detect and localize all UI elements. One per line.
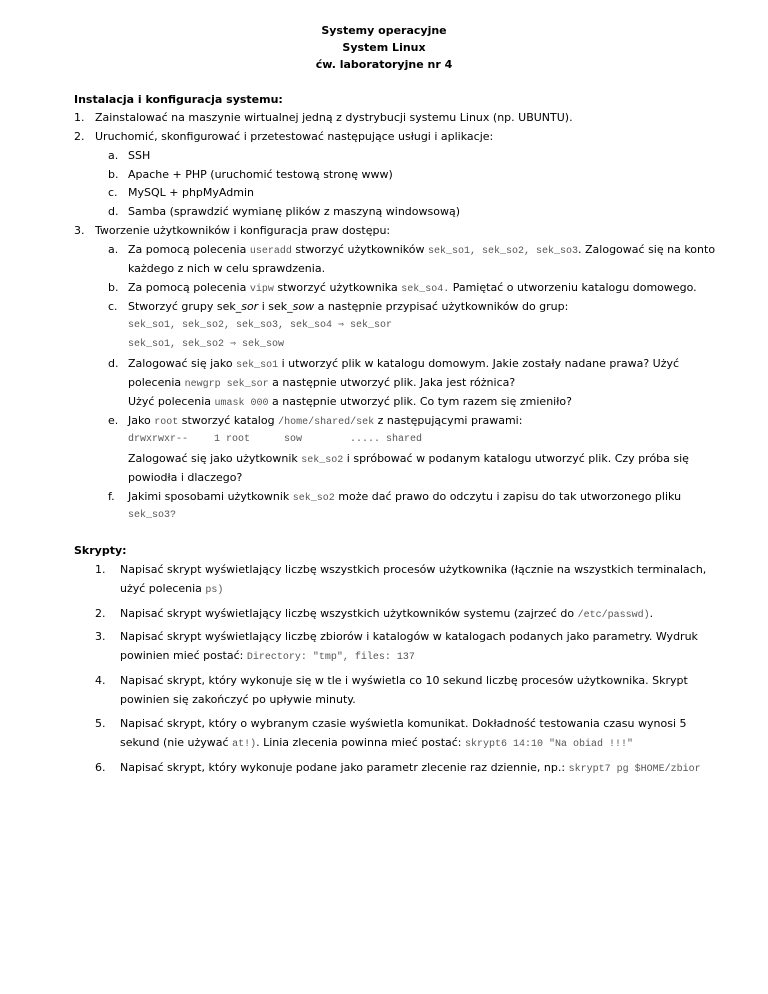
- script-item-text: Napisać skrypt, który wykonuje podane jako parametr zlecenie raz dziennie, np.: skrypt7 pg $HOME/zbior: [120, 761, 701, 775]
- code-umask: umask 000: [214, 398, 269, 409]
- code-root: root: [154, 417, 179, 428]
- sub-item-number: d.: [108, 357, 119, 370]
- permission-line: [128, 433, 423, 447]
- doc-title: Systemy operacyjne: [321, 24, 447, 37]
- script-item-text: Napisać skrypt wyświetlający liczbę wszystkich procesów użytkownika (łącznie na wszystkich terminalach,: [120, 563, 707, 576]
- script-item-number: 4.: [95, 674, 106, 687]
- doc-exercise-number: ćw. laboratoryjne nr 4: [315, 58, 453, 71]
- sub-item-number: c.: [108, 186, 118, 199]
- code-ps: ps): [205, 585, 224, 596]
- code-output-format: Directory: "tmp", files: 137: [246, 652, 415, 663]
- perm-owner: 1 root: [214, 434, 251, 445]
- script-item-number: 2.: [95, 607, 106, 620]
- script-item-text: Napisać skrypt wyświetlający liczbę wszystkich użytkowników systemu (zajrzeć do /etc/passwd).: [120, 607, 654, 621]
- sub-item-text: Za pomocą polecenia vipw stworzyć użytkownika sek_so4. Pamiętać o utworzeniu katalogu domowego.: [128, 281, 697, 295]
- sub-item-number: a.: [108, 243, 119, 256]
- sub-item-text: Apache + PHP (uruchomić testową stronę www): [128, 168, 393, 181]
- code-newgrp: newgrp sek_sor: [184, 379, 269, 390]
- group-assignment-sor: sek_so1, sek_so2, sek_so3, sek_so4 ⇒ sek_sor: [128, 320, 393, 331]
- sub-item-number: f.: [108, 490, 115, 503]
- sub-item-number: b.: [108, 281, 119, 294]
- sub-item-number: b.: [108, 168, 119, 181]
- script-item-text: Napisać skrypt, który o wybranym czasie wyświetla komunikat. Dokładność testowania czasu wynosi 5: [120, 717, 687, 730]
- sub-item-text: Stworzyć grupy sek_sor i sek_sow a następnie przypisać użytkowników do grup:: [128, 300, 569, 313]
- sub-item-text: MySQL + phpMyAdmin: [128, 186, 254, 199]
- sub-item-number: d.: [108, 205, 119, 218]
- doc-subtitle: System Linux: [342, 41, 426, 54]
- sub-item-text: Jakimi sposobami użytkownik sek_so2 może dać prawo do odczytu i zapisu do tak utworzonego pliku: [128, 490, 682, 504]
- script-item-text-continuation: powinien się zakończyć po upływie minuty.: [120, 693, 356, 706]
- script-item-text-continuation: powinien mieć postać: Directory: "tmp", files: 137: [120, 649, 415, 663]
- code-path: /home/shared/sek: [278, 417, 375, 428]
- item-text: Zainstalować na maszynie wirtualnej jedną z dystrybucji systemu Linux (np. UBUNTU).: [95, 111, 573, 124]
- code-user: sek_so2: [301, 455, 344, 466]
- code-command-line: skrypt6 14:10 "Na obiad !!!": [465, 739, 634, 750]
- item-number: 2.: [74, 130, 85, 143]
- sub-item-text-continuation: polecenia newgrp sek_sor a następnie utworzyć plik. Jaka jest różnica?: [128, 376, 516, 390]
- sub-item-text-continuation: Zalogować się jako użytkownik sek_so2 i spróbować w podanym katalogu utworzyć plik. Czy próba się: [128, 452, 689, 466]
- code-user: sek_so1: [236, 360, 279, 371]
- script-item-text: Napisać skrypt wyświetlający liczbę zbiorów i katalogów w katalogach podanych jako parametry. Wydruk: [120, 630, 698, 643]
- sub-item-number: e.: [108, 414, 119, 427]
- perm-rest: ..... shared: [350, 434, 423, 445]
- perm-group: sow: [284, 434, 303, 445]
- section-heading-installation: Instalacja i konfiguracja systemu:: [74, 93, 283, 106]
- sub-item-text: Za pomocą polecenia useradd stworzyć użytkowników sek_so1, sek_so2, sek_so3. Zalogować się na konto: [128, 243, 716, 257]
- group-assignment-sow: sek_so1, sek_so2 ⇒ sek_sow: [128, 339, 285, 350]
- code-vipw: vipw: [249, 284, 274, 295]
- sub-item-number: c.: [108, 300, 118, 313]
- sub-item-number: a.: [108, 149, 119, 162]
- sub-item-text-continuation: sek_so3?: [128, 510, 177, 521]
- script-item-number: 5.: [95, 717, 106, 730]
- script-item-number: 1.: [95, 563, 106, 576]
- script-item-text-continuation: użyć polecenia ps): [120, 582, 224, 596]
- item-number: 1.: [74, 111, 85, 124]
- script-item-number: 3.: [95, 630, 106, 643]
- section-heading-scripts: Skrypty:: [74, 544, 127, 557]
- sub-item-text-continuation: Użyć polecenia umask 000 a następnie utworzyć plik. Co tym razem się zmieniło?: [128, 395, 572, 409]
- item-text: Uruchomić, skonfigurować i przetestować następujące usługi i aplikacje:: [95, 130, 494, 143]
- code-usernames: sek_so1, sek_so2, sek_so3: [427, 246, 579, 257]
- script-item-number: 6.: [95, 761, 106, 774]
- code-passwd: /etc/passwd): [577, 610, 650, 621]
- item-text: Tworzenie użytkowników i konfiguracja praw dostępu:: [95, 224, 391, 237]
- script-item-text-continuation: sekund (nie używać at!). Linia zlecenia powinna mieć postać: skrypt6 14:10 "Na obiad !!!": [120, 736, 634, 750]
- code-command-example: skrypt7 pg $HOME/zbior: [568, 764, 701, 775]
- sub-item-text: SSH: [128, 149, 151, 162]
- code-useradd: useradd: [249, 246, 292, 257]
- sub-item-text: Zalogować się jako sek_so1 i utworzyć plik w katalogu domowym. Jakie zostały nadane prawa? Użyć: [128, 357, 680, 371]
- script-item-text: Napisać skrypt, który wykonuje się w tle i wyświetla co 10 sekund liczbę procesów użytkownika. Skrypt: [120, 674, 688, 687]
- code-user: sek_so2: [292, 493, 335, 504]
- code-at: at!): [232, 739, 257, 750]
- sub-item-text: Jako root stworzyć katalog /home/shared/sek z następującymi prawami:: [128, 414, 523, 428]
- perm-bits: drwxrwxr--: [128, 434, 189, 445]
- sub-item-text-continuation: każdego z nich w celu sprawdzenia.: [128, 262, 326, 275]
- sub-item-text-continuation: powiodła i dlaczego?: [128, 471, 243, 484]
- sub-item-text: Samba (sprawdzić wymianę plików z maszyną windowsową): [128, 205, 461, 218]
- item-number: 3.: [74, 224, 85, 237]
- code-username: sek_so4.: [401, 284, 450, 295]
